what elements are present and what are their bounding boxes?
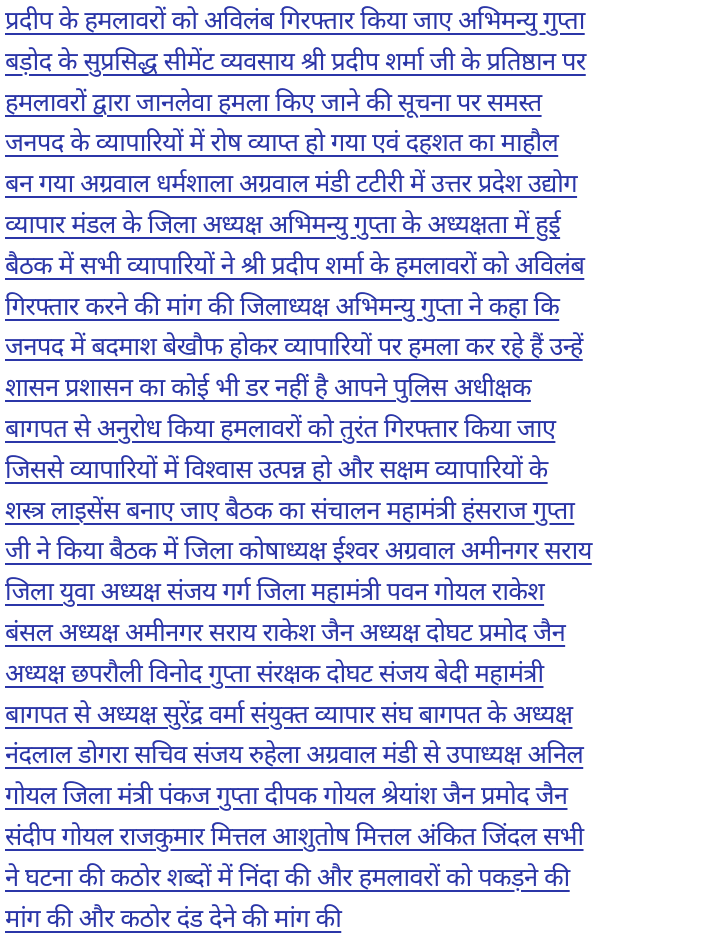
article-line-11[interactable]: बागपत से अनुरोध किया हमलावरों को तुरंत गिरफ्तार किया जाए <box>5 413 556 444</box>
article-line-14[interactable]: जी ने किया बैठक में जिला कोषाध्यक्ष ईश्वर अग्रवाल अमीनगर सराय <box>5 536 592 567</box>
article-line-23[interactable]: मांग की और कठोर दंड देने की मांग की <box>5 903 342 934</box>
article-line-3[interactable]: हमलावरों द्वारा जानलेवा हमला किए जाने की सूचना पर समस्त <box>5 87 542 118</box>
article-line-7[interactable]: बैठक में सभी व्यापारियों ने श्री प्रदीप शर्मा के हमलावरों को अविलंब <box>5 250 585 281</box>
article-line-13[interactable]: शस्त्र लाइसेंस बनाए जाए बैठक का संचालन महामंत्री हंसराज गुप्ता <box>5 495 575 526</box>
news-article <box>0 1 720 934</box>
article-line-5[interactable]: बन गया अग्रवाल धर्मशाला अग्रवाल मंडी टटीरी में उत्तर प्रदेश उद्योग <box>5 169 578 200</box>
article-line-9[interactable]: जनपद में बदमाश बेखौफ होकर व्यापारियों पर हमला कर रहे हैं उन्हें <box>5 332 583 363</box>
article-line-12[interactable]: जिससे व्यापारियों में विश्वास उत्पन्न हो और सक्षम व्यापारियों के <box>5 454 548 485</box>
article-line-4[interactable]: जनपद के व्यापारियों में रोष व्याप्त हो गया एवं दहशत का माहौल <box>5 128 559 159</box>
article-line-16[interactable]: बंसल अध्यक्ष अमीनगर सराय राकेश जैन अध्यक्ष दोघट प्रमोद जैन <box>5 617 566 648</box>
article-line-1[interactable]: प्रदीप के हमलावरों को अविलंब गिरफ्तार किया जाए अभिमन्यु गुप्ता <box>5 6 585 36</box>
article-line-22[interactable]: ने घटना की कठोर शब्दों में निंदा की और हमलावरों को पकड़ने की <box>5 862 570 893</box>
article-line-6[interactable]: व्यापार मंडल के जिला अध्यक्ष अभिमन्यु गुप्ता के अध्यक्षता में हुई <box>5 209 561 240</box>
article-line-15[interactable]: जिला युवा अध्यक्ष संजय गर्ग जिला महामंत्री पवन गोयल राकेश <box>5 577 545 608</box>
article-line-18[interactable]: बागपत से अध्यक्ष सुरेंद्र वर्मा संयुक्त व्यापार संघ बागपत के अध्यक्ष <box>5 699 573 730</box>
article-line-20[interactable]: गोयल जिला मंत्री पंकज गुप्ता दीपक गोयल श्रेयांश जैन प्रमोद जैन <box>5 781 568 812</box>
article-line-2[interactable]: बड़ोद के सुप्रसिद्ध सीमेंट व्यवसाय श्री प्रदीप शर्मा जी के प्रतिष्ठान पर <box>5 46 586 77</box>
article-line-8[interactable]: गिरफ्तार करने की मांग की जिलाध्यक्ष अभिमन्यु गुप्ता ने कहा कि <box>5 291 560 322</box>
article-line-19[interactable]: नंदलाल डोगरा सचिव संजय रुहेला अग्रवाल मंडी से उपाध्यक्ष अनिल <box>5 740 584 771</box>
article-line-10[interactable]: शासन प्रशासन का कोई भी डर नहीं है आपने पुलिस अधीक्षक <box>5 373 531 404</box>
article-line-17[interactable]: अध्यक्ष छपरौली विनोद गुप्ता संरक्षक दोघट संजय बेदी महामंत्री <box>5 658 544 689</box>
article-line-21[interactable]: संदीप गोयल राजकुमार मित्तल आशुतोष मित्तल अंकित जिंदल सभी <box>5 821 584 852</box>
